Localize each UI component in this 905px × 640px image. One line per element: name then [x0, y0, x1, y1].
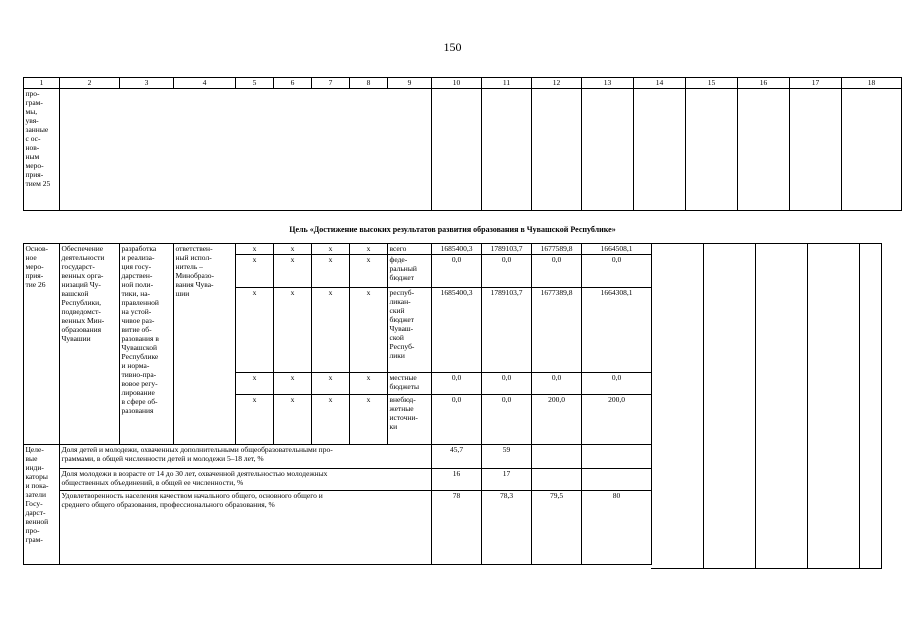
- goal-title: Цель «Достижение высоких результатов развития образования в Чувашской Республике»: [289, 225, 616, 234]
- column-number: 1: [24, 78, 60, 89]
- value-cell: 59: [482, 445, 532, 469]
- mark-cell: x: [274, 255, 312, 288]
- column-divider: [881, 243, 882, 569]
- table-cell: [582, 89, 634, 211]
- mark-cell: x: [350, 244, 388, 255]
- mark-cell: x: [312, 255, 350, 288]
- value-cell: 0,0: [582, 372, 652, 394]
- value-cell: 1685400,3: [432, 288, 482, 372]
- value-cell: 78: [432, 491, 482, 565]
- table-cell: [842, 89, 902, 211]
- mark-cell: x: [312, 288, 350, 372]
- value-cell: 0,0: [432, 394, 482, 444]
- value-cell: 45,7: [432, 445, 482, 469]
- row-label: про- грам- мы, увя- занные с ос- нов- ным меро- прия- тием 25: [24, 89, 60, 211]
- mark-cell: x: [236, 288, 274, 372]
- mark-cell: x: [236, 394, 274, 444]
- mark-cell: x: [350, 372, 388, 394]
- mark-cell: x: [350, 394, 388, 444]
- value-cell: 0,0: [482, 394, 532, 444]
- event-name: Обеспечение деятельности государст- венных орга- низаций Чу- вашской Республики, подведомст- венных Мин- образования Чувашии: [60, 244, 120, 445]
- column-number: 11: [482, 78, 532, 89]
- column-number: 2: [60, 78, 120, 89]
- value-cell: 0,0: [432, 255, 482, 288]
- funding-source: местные бюджеты: [388, 372, 432, 394]
- value-cell: 0,0: [482, 255, 532, 288]
- column-number: 16: [738, 78, 790, 89]
- mark-cell: x: [274, 372, 312, 394]
- table-cell: [686, 89, 738, 211]
- value-cell: 0,0: [532, 255, 582, 288]
- column-number: 9: [388, 78, 432, 89]
- value-cell: 200,0: [532, 394, 582, 444]
- value-cell: 200,0: [582, 394, 652, 444]
- mark-cell: x: [274, 394, 312, 444]
- value-cell: [532, 445, 582, 469]
- value-cell: [582, 445, 652, 469]
- mark-cell: x: [350, 288, 388, 372]
- value-cell: 1789103,7: [482, 288, 532, 372]
- table-top-border: [651, 243, 881, 244]
- event-number: Основ- ное меро- прия- тие 26: [24, 244, 60, 445]
- value-cell: 1664308,1: [582, 288, 652, 372]
- indicator-text: Удовлетворенность населения качеством начального общего, основного общего и среднего общего образования, профессионального образования, %: [60, 491, 432, 565]
- table-row: [24, 89, 902, 211]
- funding-source: респуб- ликан- ский бюджет Чуваш- ской Респуб- лики: [388, 288, 432, 372]
- column-number: 4: [174, 78, 236, 89]
- column-number: 17: [790, 78, 842, 89]
- value-cell: [582, 469, 652, 491]
- value-cell: 1677389,8: [532, 288, 582, 372]
- value-cell: 0,0: [532, 372, 582, 394]
- event-description: разработка и реализа- ция госу- дарствен- ной поли- тики, на- правленной на устой- чивое раз- витие об- разования в Чувашской Республике и норма- тивно-пра- вовое регу- лирование в сфере об- разования: [120, 244, 174, 445]
- indicator-row: [24, 445, 652, 469]
- column-divider: [755, 243, 756, 569]
- column-number: 14: [634, 78, 686, 89]
- value-cell: 80: [582, 491, 652, 565]
- column-divider: [703, 243, 704, 569]
- column-number: 18: [842, 78, 902, 89]
- value-cell: 79,5: [532, 491, 582, 565]
- column-number: 12: [532, 78, 582, 89]
- column-number: 8: [350, 78, 388, 89]
- funding-source: феде- ральный бюджет: [388, 255, 432, 288]
- mark-cell: x: [312, 394, 350, 444]
- value-cell: 1685400,3: [432, 244, 482, 255]
- value-cell: 78,3: [482, 491, 532, 565]
- column-number: 3: [120, 78, 174, 89]
- funding-row: [24, 244, 652, 255]
- event-table: [23, 243, 652, 565]
- mark-cell: x: [312, 372, 350, 394]
- value-cell: 0,0: [482, 372, 532, 394]
- value-cell: 16: [432, 469, 482, 491]
- value-cell: 1789103,7: [482, 244, 532, 255]
- column-number: 7: [312, 78, 350, 89]
- column-number: 13: [582, 78, 634, 89]
- mark-cell: x: [312, 244, 350, 255]
- indicator-row: [24, 491, 652, 565]
- mark-cell: x: [236, 244, 274, 255]
- table-cell: [634, 89, 686, 211]
- column-number: 5: [236, 78, 274, 89]
- table-cell: [432, 89, 482, 211]
- event-executor: ответствен- ный испол- нитель – Минобразо- вания Чува- шии: [174, 244, 236, 445]
- column-number: 6: [274, 78, 312, 89]
- indicator-row: [24, 469, 652, 491]
- table-cell: [532, 89, 582, 211]
- indicator-text: Доля молодежи в возрасте от 14 до 30 лет, охваченной деятельностью молодежных общественных объединений, в общей ее численности, %: [60, 469, 432, 491]
- value-cell: 1664508,1: [582, 244, 652, 255]
- column-number-row: [24, 78, 902, 89]
- value-cell: 17: [482, 469, 532, 491]
- mark-cell: x: [274, 244, 312, 255]
- funding-source: внебюд- жетные источни- ки: [388, 394, 432, 444]
- value-cell: 1677589,8: [532, 244, 582, 255]
- column-number: 10: [432, 78, 482, 89]
- table-cell: [738, 89, 790, 211]
- indicator-text: Доля детей и молодежи, охваченных дополнительными общеобразовательными про- граммами, в общей численности детей и молодежи 5–18 лет, %: [60, 445, 432, 469]
- program-table-continuation: [23, 77, 902, 211]
- indicators-label: Целе- вые инди- каторы и пока- затели Госу- дарст- венной про- грам-: [24, 445, 60, 565]
- value-cell: 0,0: [582, 255, 652, 288]
- page-number: 150: [443, 40, 462, 54]
- column-divider: [807, 243, 808, 569]
- value-cell: 0,0: [432, 372, 482, 394]
- mark-cell: x: [236, 255, 274, 288]
- table-cell: [482, 89, 532, 211]
- value-cell: [532, 469, 582, 491]
- column-number: 15: [686, 78, 738, 89]
- funding-source: всего: [388, 244, 432, 255]
- mark-cell: x: [236, 372, 274, 394]
- mark-cell: x: [274, 288, 312, 372]
- mark-cell: x: [350, 255, 388, 288]
- table-cell: [790, 89, 842, 211]
- column-divider: [859, 243, 860, 569]
- merged-cell: [60, 89, 432, 211]
- table-bottom-border: [651, 568, 881, 569]
